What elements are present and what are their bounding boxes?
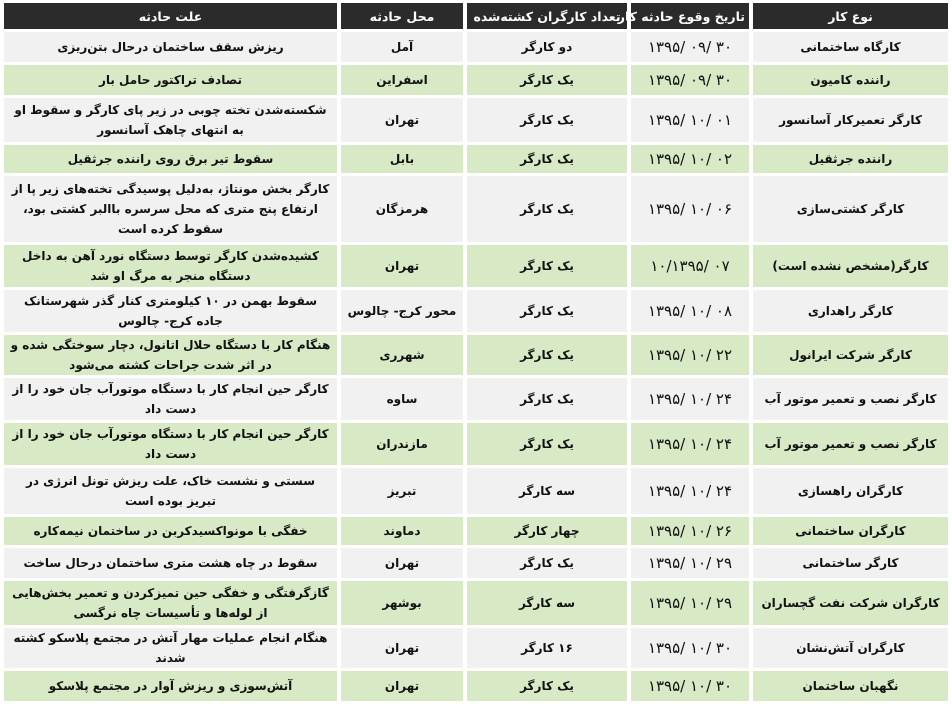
job-cell: کارگر ساختمانی (753, 548, 948, 578)
count-cell: یک کارگر (467, 671, 627, 701)
table-row (4, 671, 948, 701)
job-cell: کارگران راهسازی (753, 468, 948, 514)
cause-cell: سستی و نشست خاک، علت ریزش تونل انرژی در تبریز بوده است (4, 468, 337, 514)
header-place: محل حادثه (341, 3, 463, 29)
job-cell: کارگران آتش‌نشان (753, 628, 948, 668)
count-cell: یک کارگر (467, 98, 627, 142)
count-cell: یک کارگر (467, 423, 627, 465)
header-job: نوع کار (753, 3, 948, 29)
date-cell: ۱۳۹۵/ ۱۰/ ۲۹ (631, 581, 749, 625)
cause-cell: کارگر حین انجام کار با دستگاه موتورآب جان خود را از دست داد (4, 423, 337, 465)
date-cell: ۱۳۹۵/ ۱۰/ ۲۹ (631, 548, 749, 578)
job-cell: کارگر نصب و تعمیر موتور آب (753, 423, 948, 465)
count-cell: یک کارگر (467, 176, 627, 242)
count-cell: یک کارگر (467, 548, 627, 578)
cause-cell: سقوط در چاه هشت متری ساختمان درحال ساخت (4, 548, 337, 578)
place-cell: ساوه (341, 378, 463, 420)
job-cell: کارگر راهداری (753, 290, 948, 332)
date-cell: ۱۳۹۵/ ۱۰/ ۲۶ (631, 517, 749, 545)
table-row (4, 290, 948, 332)
place-cell: هرمزگان (341, 176, 463, 242)
job-cell: نگهبان ساختمان (753, 671, 948, 701)
table-body (4, 32, 948, 701)
place-cell: بوشهر (341, 581, 463, 625)
table-row (4, 65, 948, 95)
date-cell: ۱۰/۱۳۹۵/ ۰۷ (631, 245, 749, 287)
table-header-row (4, 3, 948, 29)
place-cell: بابل (341, 145, 463, 173)
place-cell: محور کرج- چالوس (341, 290, 463, 332)
place-cell: تهران (341, 245, 463, 287)
count-cell: یک کارگر (467, 145, 627, 173)
table-row (4, 245, 948, 287)
count-cell: یک کارگر (467, 378, 627, 420)
table-row (4, 517, 948, 545)
date-cell: ۱۳۹۵/ ۱۰/ ۲۴ (631, 468, 749, 514)
table-row (4, 628, 948, 668)
table-row (4, 145, 948, 173)
count-cell: یک کارگر (467, 245, 627, 287)
count-cell: دو کارگر (467, 32, 627, 62)
table-row (4, 468, 948, 514)
date-cell: ۱۳۹۵/ ۱۰/ ۲۲ (631, 335, 749, 375)
date-cell: ۱۳۹۵/ ۱۰/ ۰۲ (631, 145, 749, 173)
cause-cell: ریزش سقف ساختمان درحال بتن‌ریزی (4, 32, 337, 62)
table-row (4, 335, 948, 375)
place-cell: شهرری (341, 335, 463, 375)
job-cell: کارگر(مشخص نشده است) (753, 245, 948, 287)
place-cell: تهران (341, 548, 463, 578)
job-cell: کارگران ساختمانی (753, 517, 948, 545)
place-cell: تهران (341, 671, 463, 701)
place-cell: تهران (341, 98, 463, 142)
job-cell: راننده کامیون (753, 65, 948, 95)
cause-cell: گازگرفتگی و خفگی حین تمیزکردن و تعمیر بخش‌هایی از لوله‌ها و تأسیسات چاه نرگسی (4, 581, 337, 625)
count-cell: ۱۶ کارگر (467, 628, 627, 668)
date-cell: ۱۳۹۵/ ۱۰/ ۲۴ (631, 378, 749, 420)
place-cell: آمل (341, 32, 463, 62)
job-cell: کارگران شرکت نفت گچساران (753, 581, 948, 625)
table-row (4, 378, 948, 420)
job-cell: کارگر کشتی‌سازی (753, 176, 948, 242)
place-cell: دماوند (341, 517, 463, 545)
job-cell: کارگر نصب و تعمیر موتور آب (753, 378, 948, 420)
cause-cell: تصادف تراکتور حامل بار (4, 65, 337, 95)
table-row (4, 548, 948, 578)
count-cell: سه کارگر (467, 581, 627, 625)
cause-cell: شکسته‌شدن تخته چوبی در زیر پای کارگر و سقوط او به انتهای چاهک آسانسور (4, 98, 337, 142)
date-cell: ۱۳۹۵/ ۱۰/ ۳۰ (631, 671, 749, 701)
table-row (4, 32, 948, 62)
place-cell: تهران (341, 628, 463, 668)
header-cause: علت حادثه (4, 3, 337, 29)
cause-cell: کارگر بخش مونتاژ، به‌دلیل پوسیدگی تخته‌های زیر پا از ارتفاع پنج متری که محل سرسره باالبر کشتی بود، سقوط کرده است (4, 176, 337, 242)
header-count: تعداد کارگران کشته‌شده (467, 3, 627, 29)
date-cell: ۱۳۹۵/ ۱۰/ ۳۰ (631, 628, 749, 668)
place-cell: مازندران (341, 423, 463, 465)
cause-cell: هنگام کار با دستگاه حلال اتانول، دچار سوختگی شده و در اثر شدت جراحات کشته می‌شود (4, 335, 337, 375)
date-cell: ۱۳۹۵/ ۱۰/ ۲۴ (631, 423, 749, 465)
count-cell: یک کارگر (467, 335, 627, 375)
cause-cell: سقوط بهمن در ۱۰ کیلومتری کنار گذر شهرستانک جاده کرج- چالوس (4, 290, 337, 332)
job-cell: کارگر تعمیرکار آسانسور (753, 98, 948, 142)
cause-cell: هنگام انجام عملیات مهار آتش در مجتمع پلاسکو کشته شدند (4, 628, 337, 668)
header-date: تاریخ وقوع حادثه کار (631, 3, 749, 29)
table-row (4, 98, 948, 142)
table-row (4, 176, 948, 242)
cause-cell: سقوط تیر برق روی راننده جرثقیل (4, 145, 337, 173)
table-row (4, 423, 948, 465)
count-cell: یک کارگر (467, 290, 627, 332)
count-cell: یک کارگر (467, 65, 627, 95)
table-row (4, 581, 948, 625)
date-cell: ۱۳۹۵/ ۱۰/ ۰۸ (631, 290, 749, 332)
job-cell: کارگاه ساختمانی (753, 32, 948, 62)
place-cell: اسفراین (341, 65, 463, 95)
cause-cell: کارگر حین انجام کار با دستگاه موتورآب جان خود را از دست داد (4, 378, 337, 420)
count-cell: سه کارگر (467, 468, 627, 514)
place-cell: تبریز (341, 468, 463, 514)
date-cell: ۱۳۹۵/ ۱۰/ ۰۶ (631, 176, 749, 242)
cause-cell: آتش‌سوزی و ریزش آوار در مجتمع پلاسکو (4, 671, 337, 701)
job-cell: راننده جرثقیل (753, 145, 948, 173)
date-cell: ۱۳۹۵/ ۱۰/ ۰۱ (631, 98, 749, 142)
cause-cell: خفگی با مونواکسیدکربن در ساختمان نیمه‌کاره (4, 517, 337, 545)
job-cell: کارگر شرکت ایرانول (753, 335, 948, 375)
count-cell: چهار کارگر (467, 517, 627, 545)
cause-cell: کشیده‌شدن کارگر توسط دستگاه نورد آهن به داخل دستگاه منجر به مرگ او شد (4, 245, 337, 287)
date-cell: ۱۳۹۵/ ۰۹/ ۳۰ (631, 65, 749, 95)
date-cell: ۱۳۹۵/ ۰۹/ ۳۰ (631, 32, 749, 62)
